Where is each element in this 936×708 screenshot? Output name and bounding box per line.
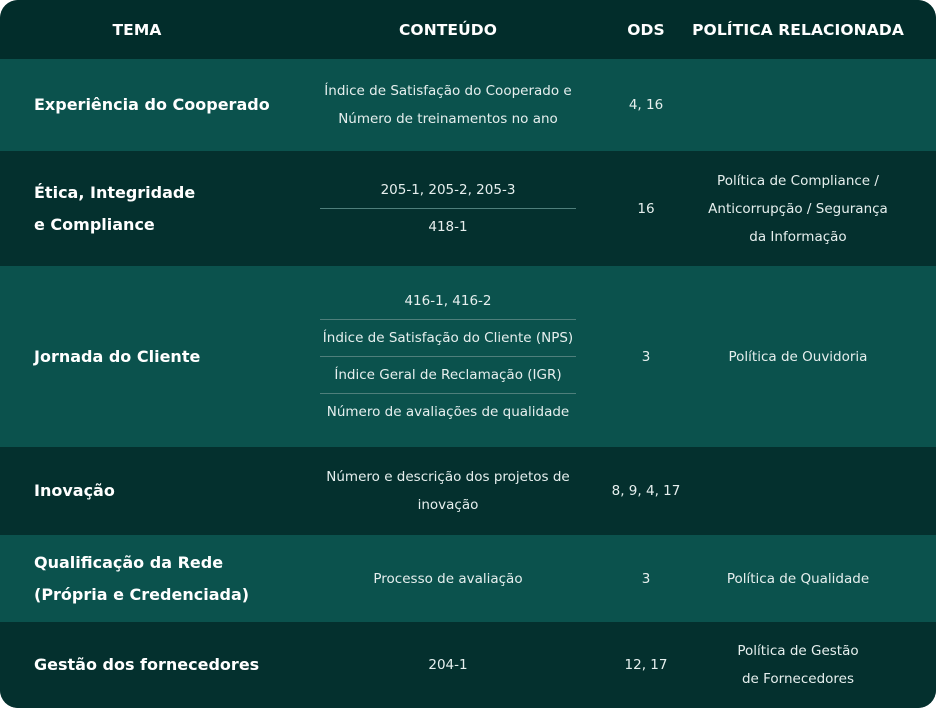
ods-cell: 3 — [641, 348, 651, 365]
conteudo-item: Índice Geral de Reclamação (IGR) — [320, 356, 576, 393]
ods-cell: 4, 16 — [628, 97, 664, 113]
politica-cell — [692, 59, 904, 151]
tema-cell: Qualificação da Rede (Própria e Credenciada) — [34, 552, 250, 604]
table-row — [0, 622, 936, 708]
table-row — [0, 266, 936, 447]
table-row — [0, 151, 936, 266]
politica-cell: Política de Ouvidoria — [728, 348, 868, 365]
conteudo-item: 205-1, 205-2, 205-3 — [380, 182, 516, 198]
header-tema: TEMA — [112, 20, 162, 39]
ods-cell: 3 — [641, 570, 651, 587]
ods-cell: 16 — [637, 200, 655, 217]
conteudo-item: 418-1 — [320, 208, 576, 245]
conteudo-list — [320, 151, 576, 266]
conteudo-cell: Número e descrição dos projetos de inovação — [326, 469, 570, 513]
politica-cell: Política de Qualidade — [726, 570, 870, 587]
tema-cell: Jornada do Cliente — [34, 346, 201, 366]
conteudo-item: Número de avaliações de qualidade — [320, 393, 576, 430]
politica-cell — [692, 447, 904, 535]
ods-cell: 8, 9, 4, 17 — [611, 483, 681, 499]
conteudo-item: Índice de Satisfação do Cliente (NPS) — [320, 319, 576, 356]
tema-cell: Ética, Integridade e Compliance — [34, 182, 196, 234]
table-header — [0, 0, 936, 59]
conteudo-cell: Processo de avaliação — [373, 570, 523, 587]
header-politica: POLÍTICA RELACIONADA — [692, 20, 904, 39]
conteudo-cell: 204-1 — [428, 657, 468, 673]
conteudo-item: 416-1, 416-2 — [404, 293, 492, 309]
conteudo-list — [320, 266, 576, 447]
table-row — [0, 59, 936, 151]
politica-cell: Política de Gestão de Fornecedores — [737, 643, 859, 687]
table-row — [0, 447, 936, 535]
politica-cell: Política de Compliance / Anticorrupção / Segurança da Informação — [708, 172, 888, 245]
tema-cell: Experiência do Cooperado — [34, 95, 270, 114]
header-conteudo: CONTEÚDO — [398, 20, 498, 39]
ods-cell: 12, 17 — [624, 657, 668, 673]
tema-cell: Gestão dos fornecedores — [34, 655, 260, 674]
tema-cell: Inovação — [34, 481, 115, 500]
conteudo-cell: Índice de Satisfação do Cooperado e Número de treinamentos no ano — [324, 83, 572, 127]
table-row — [0, 535, 936, 622]
header-ods: ODS — [627, 20, 665, 39]
